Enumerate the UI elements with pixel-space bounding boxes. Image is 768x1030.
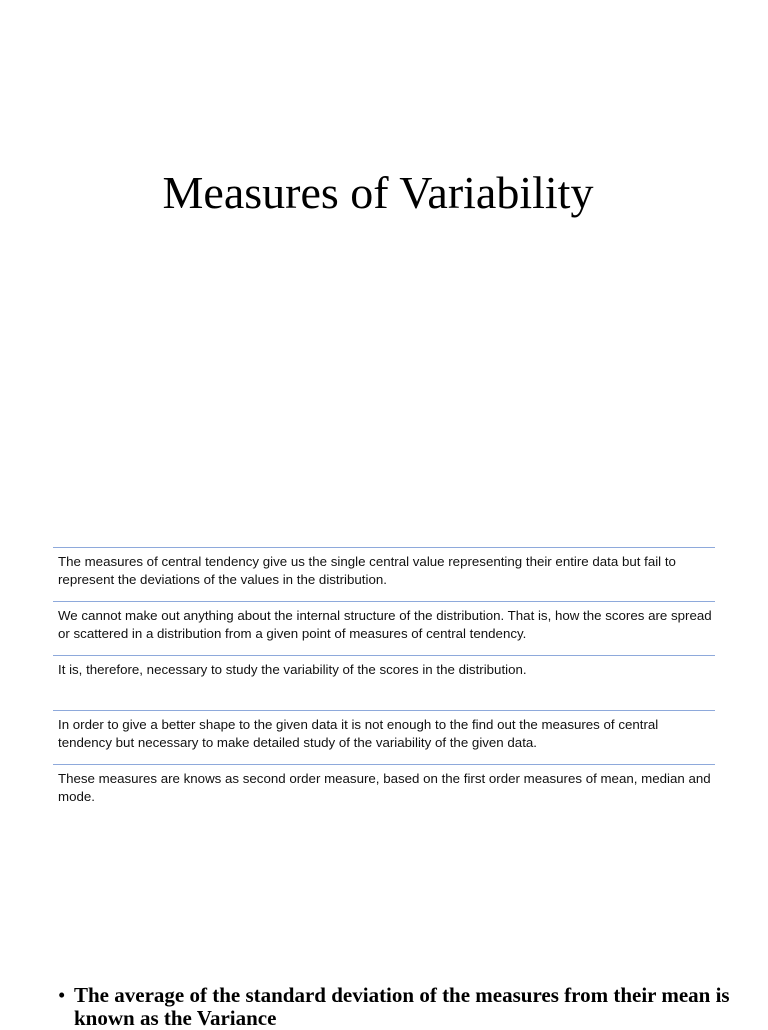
- bullet-icon: •: [58, 983, 66, 1007]
- bullet-text: The average of the standard deviation of the measures from their mean is known as the Variance: [74, 983, 730, 1030]
- paragraph-row: [53, 655, 715, 709]
- paragraph-row: [53, 710, 715, 764]
- paragraph-text: In order to give a better shape to the given data it is not enough to the find out the measures of central tendency but necessary to make detailed study of the variability of the given data.: [58, 717, 659, 750]
- bullet-item: [58, 984, 738, 1030]
- paragraph-row: [53, 601, 715, 655]
- page-title: Measures of Variability: [162, 167, 594, 218]
- paragraph-text: We cannot make out anything about the internal structure of the distribution. That is, how the scores are spread or scattered in a distribution from a given point of measures of central tendency.: [58, 608, 712, 641]
- paragraph-row: [53, 764, 715, 818]
- paragraph-list: [53, 547, 715, 818]
- paragraph-row: [53, 547, 715, 601]
- paragraph-text: It is, therefore, necessary to study the variability of the scores in the distribution.: [58, 662, 527, 677]
- paragraph-text: The measures of central tendency give us the single central value representing their entire data but fail to represent the deviations of the values in the distribution.: [58, 554, 676, 587]
- paragraph-text: These measures are knows as second order measure, based on the first order measures of mean, median and mode.: [58, 771, 711, 804]
